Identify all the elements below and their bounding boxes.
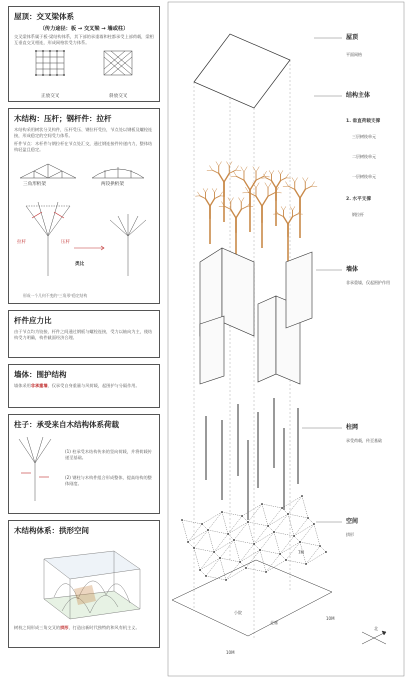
lattice-edge [294, 518, 308, 536]
lattice-edge [228, 534, 234, 540]
lattice-edge [306, 546, 320, 564]
card-roof-beams [8, 6, 160, 102]
branch [236, 209, 241, 218]
column-point-2: (2) 钢柱与木构件组合形成整体，提高结构的整体刚度。 [65, 475, 152, 486]
branch [216, 162, 219, 166]
lattice-edge [262, 504, 268, 526]
lattice-edge [234, 540, 254, 544]
lattice-node [299, 541, 301, 543]
roof-plate [194, 34, 290, 108]
branch [281, 178, 287, 181]
branch [278, 214, 284, 217]
lattice-node [225, 579, 227, 581]
caption-highlight: 拱形 [60, 625, 69, 630]
lattice-edge [302, 496, 308, 518]
lattice-node [201, 523, 203, 525]
branch [281, 171, 283, 175]
lattice-node [213, 551, 215, 553]
lattice-edge [214, 540, 234, 552]
label-arch-truss: 两铰拱桁架 [101, 182, 124, 187]
label-north: 北 [374, 626, 378, 631]
lattice-node [313, 523, 315, 525]
lattice-edge [194, 530, 208, 548]
branch [219, 173, 224, 182]
label-column: 柱网 [346, 424, 359, 431]
card-title: 木结构：压杆；钢杆件：拉杆 [14, 114, 112, 123]
lattice-edge [200, 558, 220, 570]
label-space-note: 拱形 [346, 532, 354, 537]
lattice-edge [188, 542, 194, 548]
exploded-axonometric [166, 0, 408, 680]
branch [288, 186, 294, 189]
lattice-node [241, 515, 243, 517]
lattice-edge [214, 534, 228, 552]
lattice-edge [260, 550, 266, 572]
label-analogy: 类比 [75, 262, 85, 267]
label-structure: 结构主体 [346, 92, 371, 99]
branch [200, 196, 206, 199]
card-stress-ratio [8, 310, 160, 358]
lattice-edge [240, 544, 254, 562]
lattice-edge [274, 514, 288, 532]
lattice-node [259, 549, 261, 551]
label-wall-note: 非承重墙，仅起围护作用 [346, 280, 390, 285]
lattice-edge [294, 536, 300, 542]
card-title: 杆件应力比 [14, 316, 52, 325]
lattice-edge [266, 560, 286, 572]
card-body: 木结构采用树状分叉构件，压杆受压、钢拉杆受拉，节点处以钢板及螺栓连接，形成稳定的空间受力体系。 [14, 127, 153, 138]
lattice-edge [182, 520, 188, 542]
branch [241, 198, 244, 202]
lattice-edge [246, 568, 266, 572]
branch [227, 162, 230, 166]
lattice-edge [206, 558, 220, 576]
lattice-edge [288, 514, 294, 536]
branch [210, 166, 213, 170]
lattice-edge [300, 524, 314, 542]
branch [244, 180, 250, 190]
lattice-node [219, 557, 221, 559]
branch [295, 178, 298, 182]
lattice-edge [280, 554, 286, 560]
lattice-edge [188, 530, 208, 542]
card-body: 交叉梁体系属于板-梁结构体系，其下部的承重墙和柱都承受上部荷载，梁相互垂直交叉相连，形成网格状受力体系。 [14, 34, 154, 45]
branch [241, 167, 244, 172]
lattice-edge [202, 512, 222, 524]
label-wall: 墙体 [346, 266, 359, 273]
lattice-edge [268, 526, 274, 532]
lattice-node [247, 521, 249, 523]
load-path-subtitle: （传力途径：板 → 交叉梁 → 墙或柱） [39, 26, 129, 32]
branch [236, 166, 239, 170]
lattice-edge [274, 532, 294, 536]
branch [224, 173, 229, 182]
body-after: ，仅承受自身重量与风荷载，起围护与分隔作用。 [47, 383, 140, 388]
lattice-edge [248, 522, 254, 544]
lattice-edge [308, 518, 314, 524]
lattice-edge [222, 512, 242, 516]
branch [220, 192, 222, 196]
branch [278, 171, 280, 175]
label-compression: 压杆 [61, 240, 71, 245]
lattice-edge [220, 540, 234, 558]
lattice-edge [208, 530, 228, 534]
lattice-edge [228, 522, 248, 534]
lattice-edge [194, 548, 200, 570]
branch [215, 196, 221, 199]
triangle-note: 形成一个几何不变的"三角形"稳定结构 [23, 293, 88, 298]
lattice-edge [208, 530, 214, 552]
lattice-edge [234, 540, 240, 562]
exploded-drawing [166, 0, 408, 680]
lattice-edge [282, 508, 288, 514]
caption-after: ，打造出新时代独特的和风有机主义。 [68, 625, 140, 630]
lattice-edge [282, 496, 302, 508]
label-roof: 屋顶 [346, 34, 359, 41]
lattice-edge [200, 552, 214, 570]
branch [210, 199, 215, 206]
lattice-edge [306, 552, 326, 564]
lattice-node [187, 541, 189, 543]
branch [265, 183, 268, 188]
branch [283, 207, 285, 211]
lattice-node [293, 535, 295, 537]
dim-width: 10M [226, 650, 235, 655]
branch [253, 167, 256, 172]
lattice-edge [208, 512, 222, 530]
label-space: 空间 [346, 518, 359, 525]
label-item1-note2: 二层树枝单元 [352, 154, 376, 159]
branch [228, 198, 231, 202]
branch [262, 196, 268, 206]
branch [219, 162, 222, 166]
lattice-edge [254, 544, 260, 550]
branch [212, 189, 214, 193]
lattice-edge [242, 516, 248, 522]
branch [288, 217, 293, 224]
lattice-edge [320, 546, 326, 552]
lattice-edge [202, 524, 208, 530]
card-wood-steel [8, 108, 160, 304]
lattice-edge [268, 514, 288, 526]
card-arch-space [8, 520, 160, 648]
label-triangle-truss: 三角形桁架 [23, 182, 46, 187]
dim-height: 7M [298, 550, 304, 555]
label-item2: 2. 水平支撑 [346, 197, 371, 202]
lattice-node [273, 531, 275, 533]
label-tension: 拉杆 [17, 240, 27, 245]
branch [300, 189, 305, 198]
lattice-node [193, 547, 195, 549]
body-before: 墙体采用 [14, 383, 31, 388]
lattice-edge [294, 524, 314, 536]
branch [205, 199, 210, 206]
label-column-note: 承受荷载，传至基础 [346, 438, 382, 443]
branch [268, 192, 275, 196]
arch-space-diagram [14, 539, 154, 623]
lattice-node [227, 533, 229, 535]
left-panel [8, 6, 160, 654]
caption-before: 树枝之间形成三角交叉的 [14, 625, 61, 630]
dim-depth: 10M [326, 616, 335, 621]
branch [283, 217, 288, 224]
branch [305, 178, 308, 182]
branch [268, 183, 271, 188]
column-point-1: (1) 柱承受木结构传来的竖向荷载，并将荷载传递至基础。 [65, 449, 152, 460]
lattice-edge [222, 512, 228, 534]
column-grid [206, 398, 298, 520]
body-highlight: 非承重墙 [30, 383, 48, 388]
lattice-node [319, 545, 321, 547]
label-item1-note1: 三层树枝单元 [352, 134, 376, 139]
branch [256, 196, 262, 206]
lattice-edge [268, 508, 282, 526]
card-body: 由于节点均为铰接，杆件之间通过钢板与螺栓连接，受力以轴向为主，使结构受力明确，构件截面经济合理。 [14, 329, 153, 340]
label-courtyard: 小院 [234, 610, 242, 615]
north-arrow [362, 631, 386, 644]
lattice-edge [206, 576, 226, 580]
branch [233, 171, 236, 176]
column-node-diagram [15, 433, 55, 503]
branch [237, 176, 244, 180]
lattice-edge [194, 548, 214, 552]
branch [293, 214, 299, 217]
lattice-edge [288, 514, 308, 518]
lattice-edge [274, 532, 280, 554]
lattice-edge [260, 550, 280, 554]
beam-grid-diagram [14, 48, 154, 82]
branch [239, 198, 242, 202]
lattice-node [307, 517, 309, 519]
card-wall-enclosure [8, 364, 160, 408]
lattice-node [305, 563, 307, 565]
branch [241, 206, 247, 209]
branch [256, 183, 259, 188]
branch [229, 162, 232, 166]
lattice-edge [234, 522, 248, 540]
card-body [14, 383, 154, 389]
branch [263, 171, 266, 176]
walls [200, 248, 312, 384]
branch [198, 192, 200, 196]
lattice-edge [280, 536, 294, 554]
lattice-edge [188, 524, 202, 542]
branch [229, 170, 235, 173]
branch [276, 181, 281, 188]
branch [271, 181, 276, 188]
branch [212, 170, 218, 173]
branch [286, 182, 289, 186]
lattice-node [199, 569, 201, 571]
card-title: 屋顶：交叉梁体系 [14, 12, 74, 21]
branch [290, 207, 292, 211]
card-title: 木结构体系：拱形空间 [14, 526, 89, 535]
card-title: 墙体：围护结构 [14, 370, 67, 379]
label-item1-note3: 一层树枝单元 [352, 174, 376, 179]
arch-caption [14, 625, 154, 631]
lattice-node [281, 507, 283, 509]
lattice-node [267, 525, 269, 527]
tree-structure [195, 162, 316, 262]
branch [269, 171, 271, 175]
branch [312, 182, 315, 186]
lattice-node [285, 559, 287, 561]
card-note: 杆件节点：木杆件与钢拉杆在节点处汇交，通过钢连接件传递内力，整体结构轻盈且稳定。 [14, 141, 153, 152]
lattice-edge [242, 504, 262, 516]
lattice-node [245, 567, 247, 569]
lattice-node [287, 513, 289, 515]
lattice-node [261, 503, 263, 505]
lattice-edge [254, 526, 268, 544]
caption-orthogonal: 正放交叉 [41, 94, 60, 99]
lattice-node [239, 561, 241, 563]
label-item1: 1. 垂直荷载支撑 [346, 119, 381, 124]
branch [256, 167, 259, 172]
lattice-node [221, 511, 223, 513]
lattice-node [181, 519, 183, 521]
lattice-edge [248, 522, 268, 526]
label-item2-note: 钢拉杆 [352, 212, 364, 217]
branch [295, 189, 300, 198]
lattice-node [253, 543, 255, 545]
lattice-edge [246, 550, 260, 568]
lattice-edge [300, 542, 320, 546]
caption-diagonal: 斜放交叉 [109, 94, 128, 99]
branch [250, 180, 256, 190]
lattice-edge [262, 504, 282, 508]
label-corridor: 走廊 [270, 620, 278, 625]
lattice-edge [254, 532, 274, 544]
branch [231, 209, 236, 218]
lattice-edge [314, 524, 320, 546]
branch [286, 174, 288, 178]
lattice-node [301, 495, 303, 497]
branch [215, 189, 217, 193]
branch [292, 178, 295, 182]
branch [271, 171, 273, 175]
branch [205, 189, 207, 193]
branch [305, 186, 311, 189]
lattice-edge [182, 520, 202, 524]
branch [303, 178, 306, 182]
branch [224, 206, 230, 209]
branch [266, 178, 272, 181]
lattice-node [279, 553, 281, 555]
branch [244, 167, 247, 172]
lattice-edge [248, 504, 262, 522]
lattice-edge [260, 532, 274, 550]
branch [293, 207, 295, 211]
lattice-edge [214, 552, 220, 558]
lattice-edge [200, 570, 206, 576]
lattice-node [207, 529, 209, 531]
branch [281, 207, 283, 211]
branch [231, 198, 234, 202]
card-columns [8, 414, 160, 514]
lattice-node [325, 551, 327, 553]
lattice-node [265, 571, 267, 573]
label-roof-sub: 平面网格 [346, 52, 362, 57]
lattice-node [205, 575, 207, 577]
lattice-edge [286, 560, 306, 564]
lattice-node [233, 539, 235, 541]
branch [203, 189, 205, 193]
card-title: 柱子：承受来自木结构体系荷载 [14, 420, 119, 429]
base-plan [172, 560, 332, 636]
